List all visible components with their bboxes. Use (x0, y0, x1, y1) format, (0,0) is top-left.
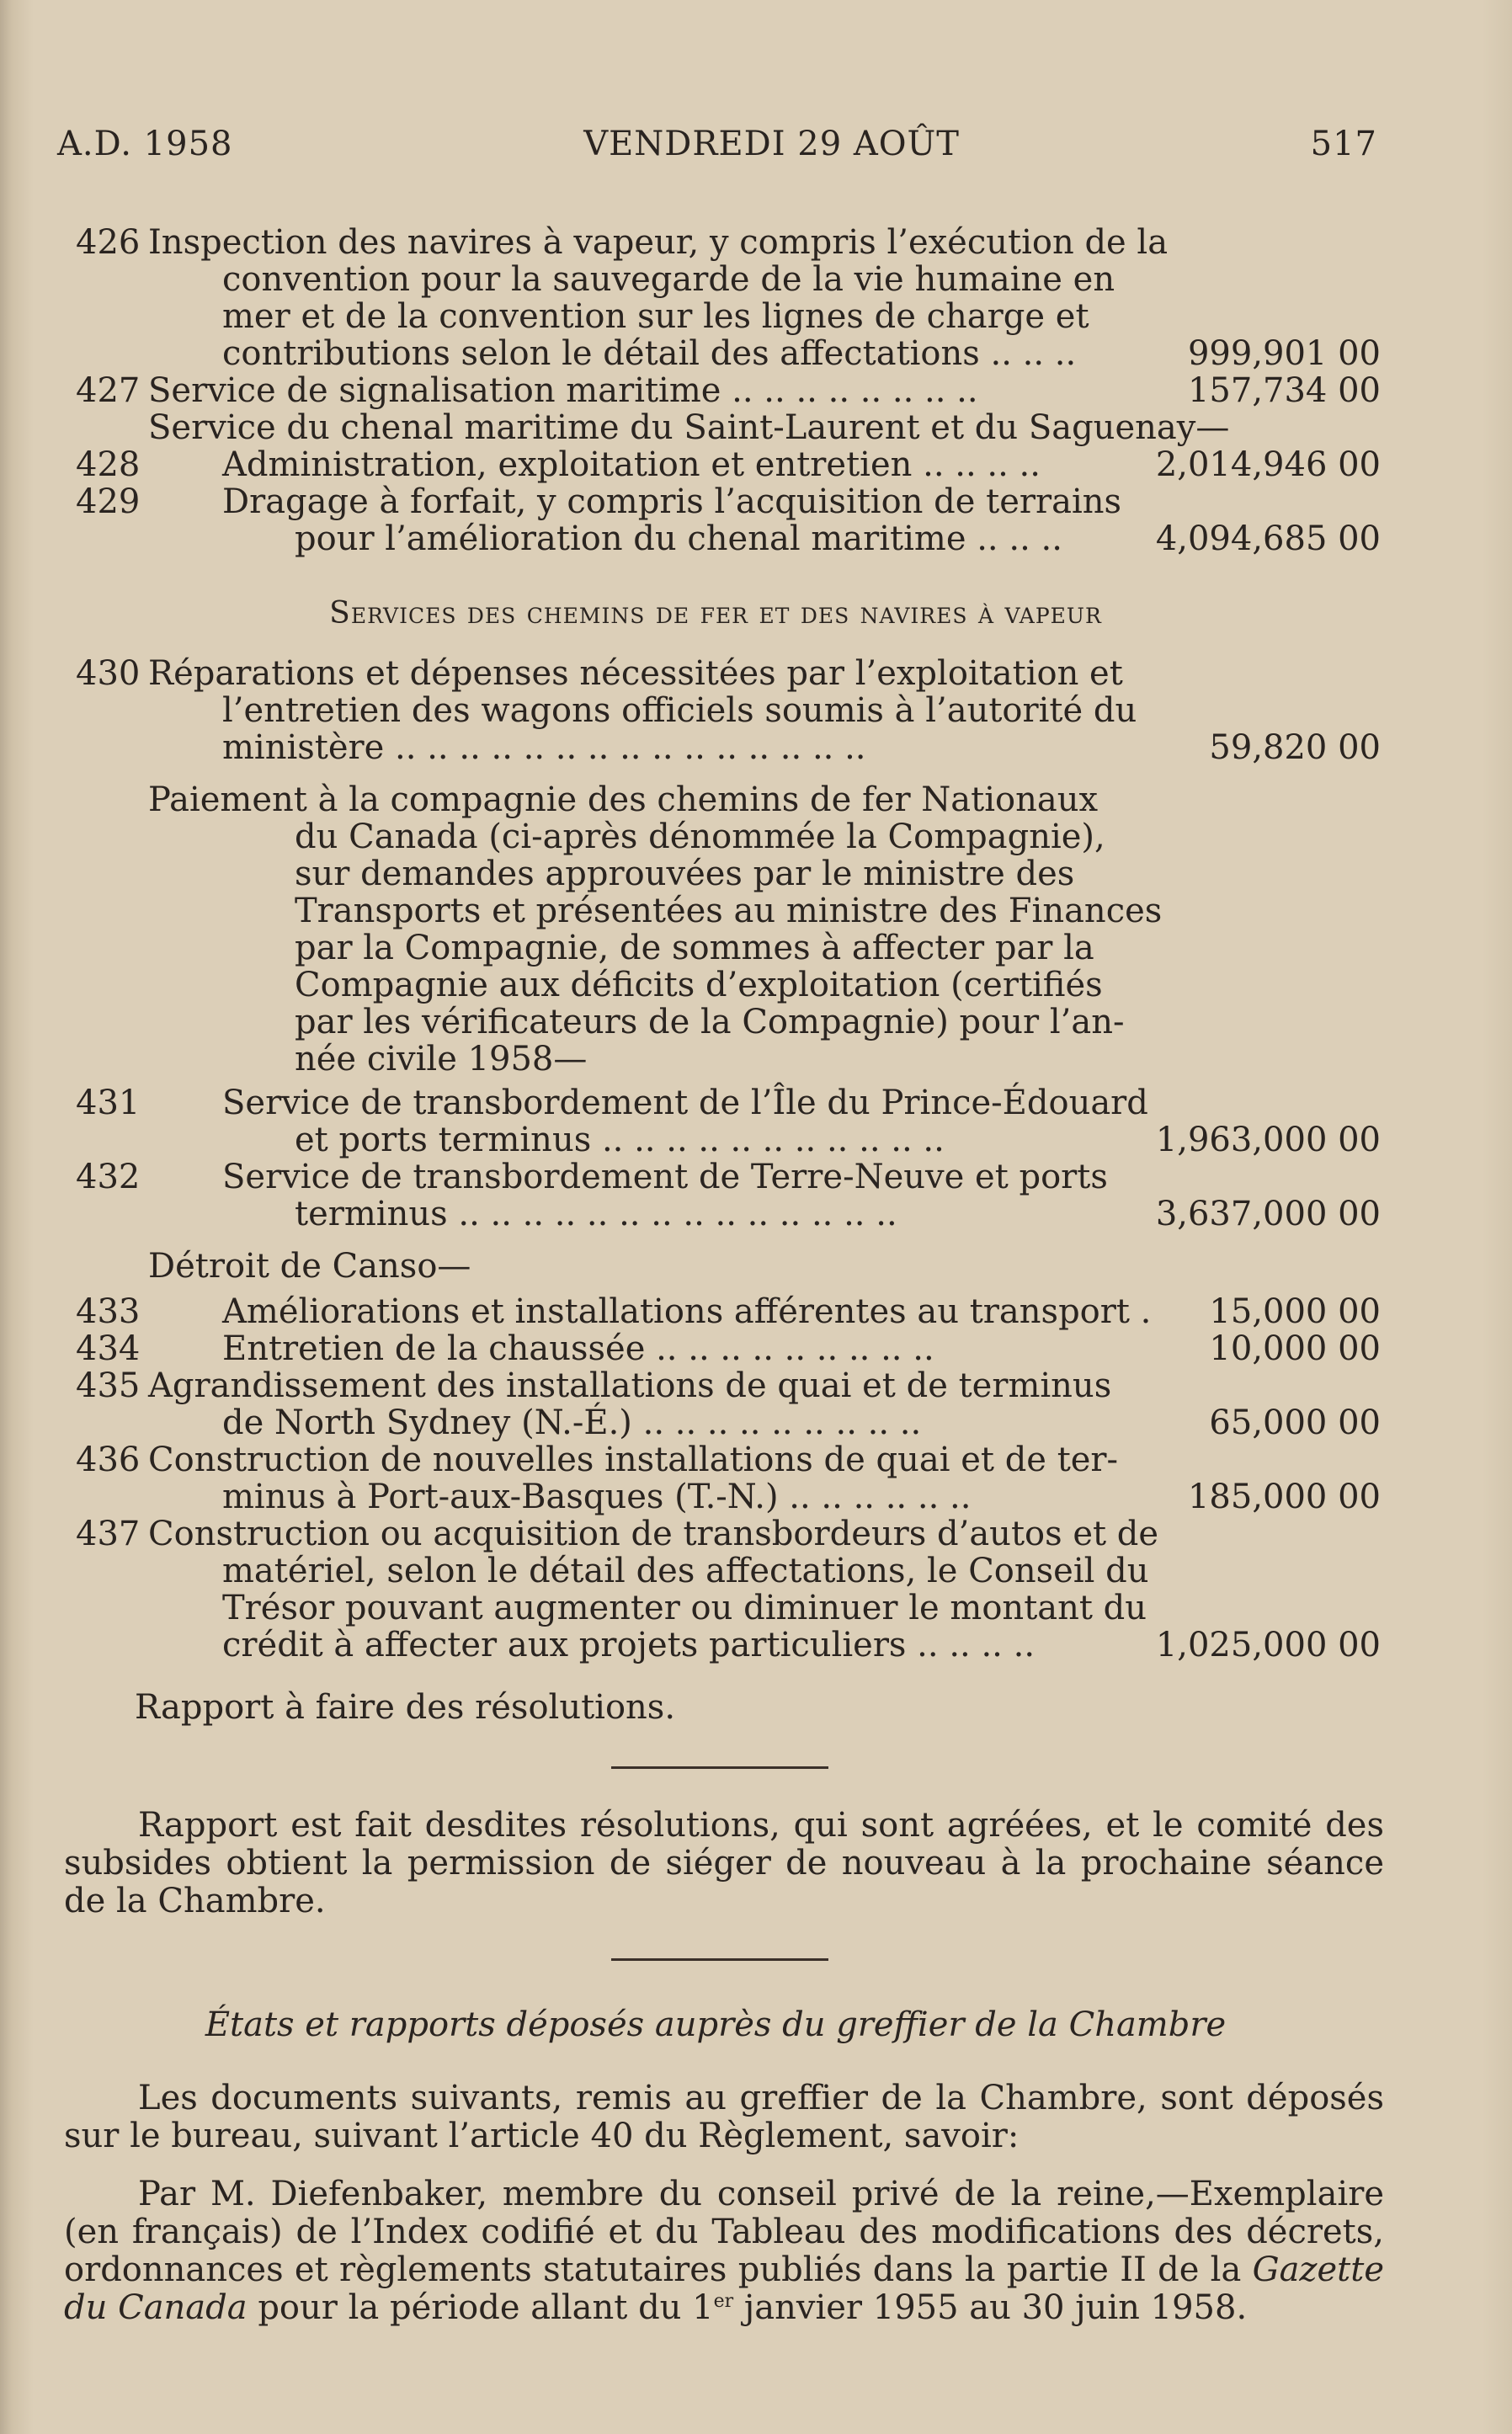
item-description: Service de transbordement de l’Île du Prince-Édouard (222, 1084, 1148, 1122)
item-number: 427 (76, 371, 141, 410)
item-description: Entretien de la chaussée .. .. .. .. .. .. .. .. .. (222, 1329, 934, 1368)
item-number: 431 (76, 1084, 141, 1122)
gazette-title: Gazette du Canada (64, 2250, 1384, 2327)
item-amount: 15,000 00 (1209, 1292, 1381, 1331)
item-description: minus à Port-aux-Basques (T.-N.) .. .. .. .. .. .. (222, 1478, 972, 1516)
item-description: pour l’amélioration du chenal maritime .. .. .. (295, 519, 1062, 558)
item-amount: 59,820 00 (1209, 728, 1381, 767)
item-description: Détroit de Canso— (148, 1247, 471, 1286)
item-description: Administration, exploitation et entretien .. .. .. .. (222, 445, 1041, 484)
item-number: 432 (76, 1158, 141, 1196)
item-description: sur demandes approuvées par le ministre des (295, 855, 1075, 893)
item-description: par la Compagnie, de sommes à affecter par la (295, 929, 1094, 967)
item-description: Service de signalisation maritime .. .. .. .. .. .. .. .. (148, 371, 978, 410)
item-amount: 4,094,685 00 (1155, 519, 1381, 558)
rapport-text: Rapport à faire des résolutions. (135, 1688, 676, 1727)
item-amount: 65,000 00 (1209, 1403, 1381, 1442)
item-amount: 185,000 00 (1187, 1478, 1381, 1516)
item-number: 426 (76, 223, 141, 262)
item-description: mer et de la convention sur les lignes de charge et (222, 297, 1089, 336)
item-number: 433 (76, 1292, 141, 1331)
text-run: Par M. Diefenbaker, membre du conseil privé de la reine,—Exemplaire (en français) de l’Index codifié et du Tableau des modifications des décrets, ordonnances et règlements statutaires publiés dans la partie II de la (64, 2175, 1384, 2289)
paragraph-documents (64, 2080, 1384, 2155)
item-description: Service de transbordement de Terre-Neuve et ports (222, 1158, 1108, 1196)
item-description: du Canada (ci-après dénommée la Compagnie), (295, 818, 1105, 856)
item-description: Paiement à la compagnie des chemins de fer Nationaux (148, 780, 1099, 819)
item-description: ministère .. .. .. .. .. .. .. .. .. .. .. .. .. .. .. (222, 728, 866, 767)
paragraph-report-text: Rapport est fait desdites résolutions, qui sont agréées, et le comité des subsides obtient la permission de siéger de nouveau à la prochaine séance de la Chambre. (64, 1806, 1384, 1920)
item-description: Trésor pouvant augmenter ou diminuer le montant du (222, 1589, 1147, 1627)
item-description: Transports et présentées au ministre des Finances (295, 892, 1163, 930)
item-amount: 10,000 00 (1209, 1329, 1381, 1368)
section-title-documents: États et rapports déposés auprès du greffier de la Chambre (205, 2005, 1227, 2044)
item-amount: 3,637,000 00 (1155, 1195, 1381, 1233)
item-description: Service du chenal maritime du Saint-Laurent et du Saguenay— (148, 408, 1230, 447)
item-description: matériel, selon le détail des affectations, le Conseil du (222, 1552, 1149, 1590)
header-date: VENDREDI 29 AOÛT (583, 125, 960, 163)
ordinal-superscript: er (713, 2291, 734, 2312)
page-number: 517 (1310, 125, 1377, 163)
item-description: Construction ou acquisition de transbordeurs d’autos et de (148, 1515, 1159, 1553)
item-description: l’entretien des wagons officiels soumis à l’autorité du (222, 691, 1137, 730)
item-description: Inspection des navires à vapeur, y compris l’exécution de la (148, 223, 1169, 262)
item-number: 437 (76, 1515, 141, 1553)
item-amount: 2,014,946 00 (1155, 445, 1381, 484)
item-number: 436 (76, 1441, 141, 1479)
page-header (57, 125, 1377, 163)
paragraph-diefenbaker (64, 2176, 1384, 2327)
item-description: Compagnie aux déficits d’exploitation (certifiés (295, 966, 1103, 1004)
divider (611, 1958, 828, 1961)
item-description: et ports terminus .. .. .. .. .. .. .. .. .. .. .. (295, 1121, 945, 1159)
section-heading-railways: Services des chemins de fer et des navires à vapeur (329, 596, 1102, 631)
item-description: terminus .. .. .. .. .. .. .. .. .. .. .. .. .. .. (295, 1195, 897, 1233)
item-amount: 157,734 00 (1187, 371, 1381, 410)
paragraph-documents-text: Les documents suivants, remis au greffier de la Chambre, sont déposés sur le bureau, suivant l’article 40 du Règlement, savoir: (64, 2079, 1384, 2155)
item-number: 428 (76, 445, 141, 484)
paragraph-diefenbaker-text (64, 2176, 1384, 2327)
item-description: Dragage à forfait, y compris l’acquisition de terrains (222, 482, 1122, 521)
divider (611, 1766, 828, 1769)
item-number: 435 (76, 1366, 141, 1405)
item-description: contributions selon le détail des affectations .. .. .. (222, 334, 1077, 373)
item-amount: 1,963,000 00 (1155, 1121, 1381, 1159)
item-number: 430 (76, 654, 141, 693)
item-description: par les vérificateurs de la Compagnie) pour l’an- (295, 1003, 1125, 1041)
item-description: convention pour la sauvegarde de la vie humaine en (222, 260, 1115, 299)
item-amount: 999,901 00 (1187, 334, 1381, 373)
text-run: pour la période allant du 1 (247, 2288, 714, 2327)
item-amount: 1,025,000 00 (1155, 1626, 1381, 1664)
item-number: 429 (76, 482, 141, 521)
item-number: 434 (76, 1329, 141, 1368)
item-description: de North Sydney (N.-É.) .. .. .. .. .. .. .. .. .. (222, 1403, 922, 1442)
item-description: Réparations et dépenses nécessitées par l’exploitation et (148, 654, 1123, 693)
item-description: crédit à affecter aux projets particuliers .. .. .. .. (222, 1626, 1036, 1664)
item-description: Construction de nouvelles installations de quai et de ter- (148, 1441, 1119, 1479)
paragraph-report (64, 1807, 1384, 1920)
item-description: Améliorations et installations afférentes au transport . (222, 1292, 1152, 1331)
item-description: née civile 1958— (295, 1040, 588, 1079)
header-year: A.D. 1958 (57, 125, 233, 163)
item-description: Agrandissement des installations de quai et de terminus (148, 1366, 1112, 1405)
text-run: janvier 1955 au 30 juin 1958. (733, 2288, 1248, 2327)
